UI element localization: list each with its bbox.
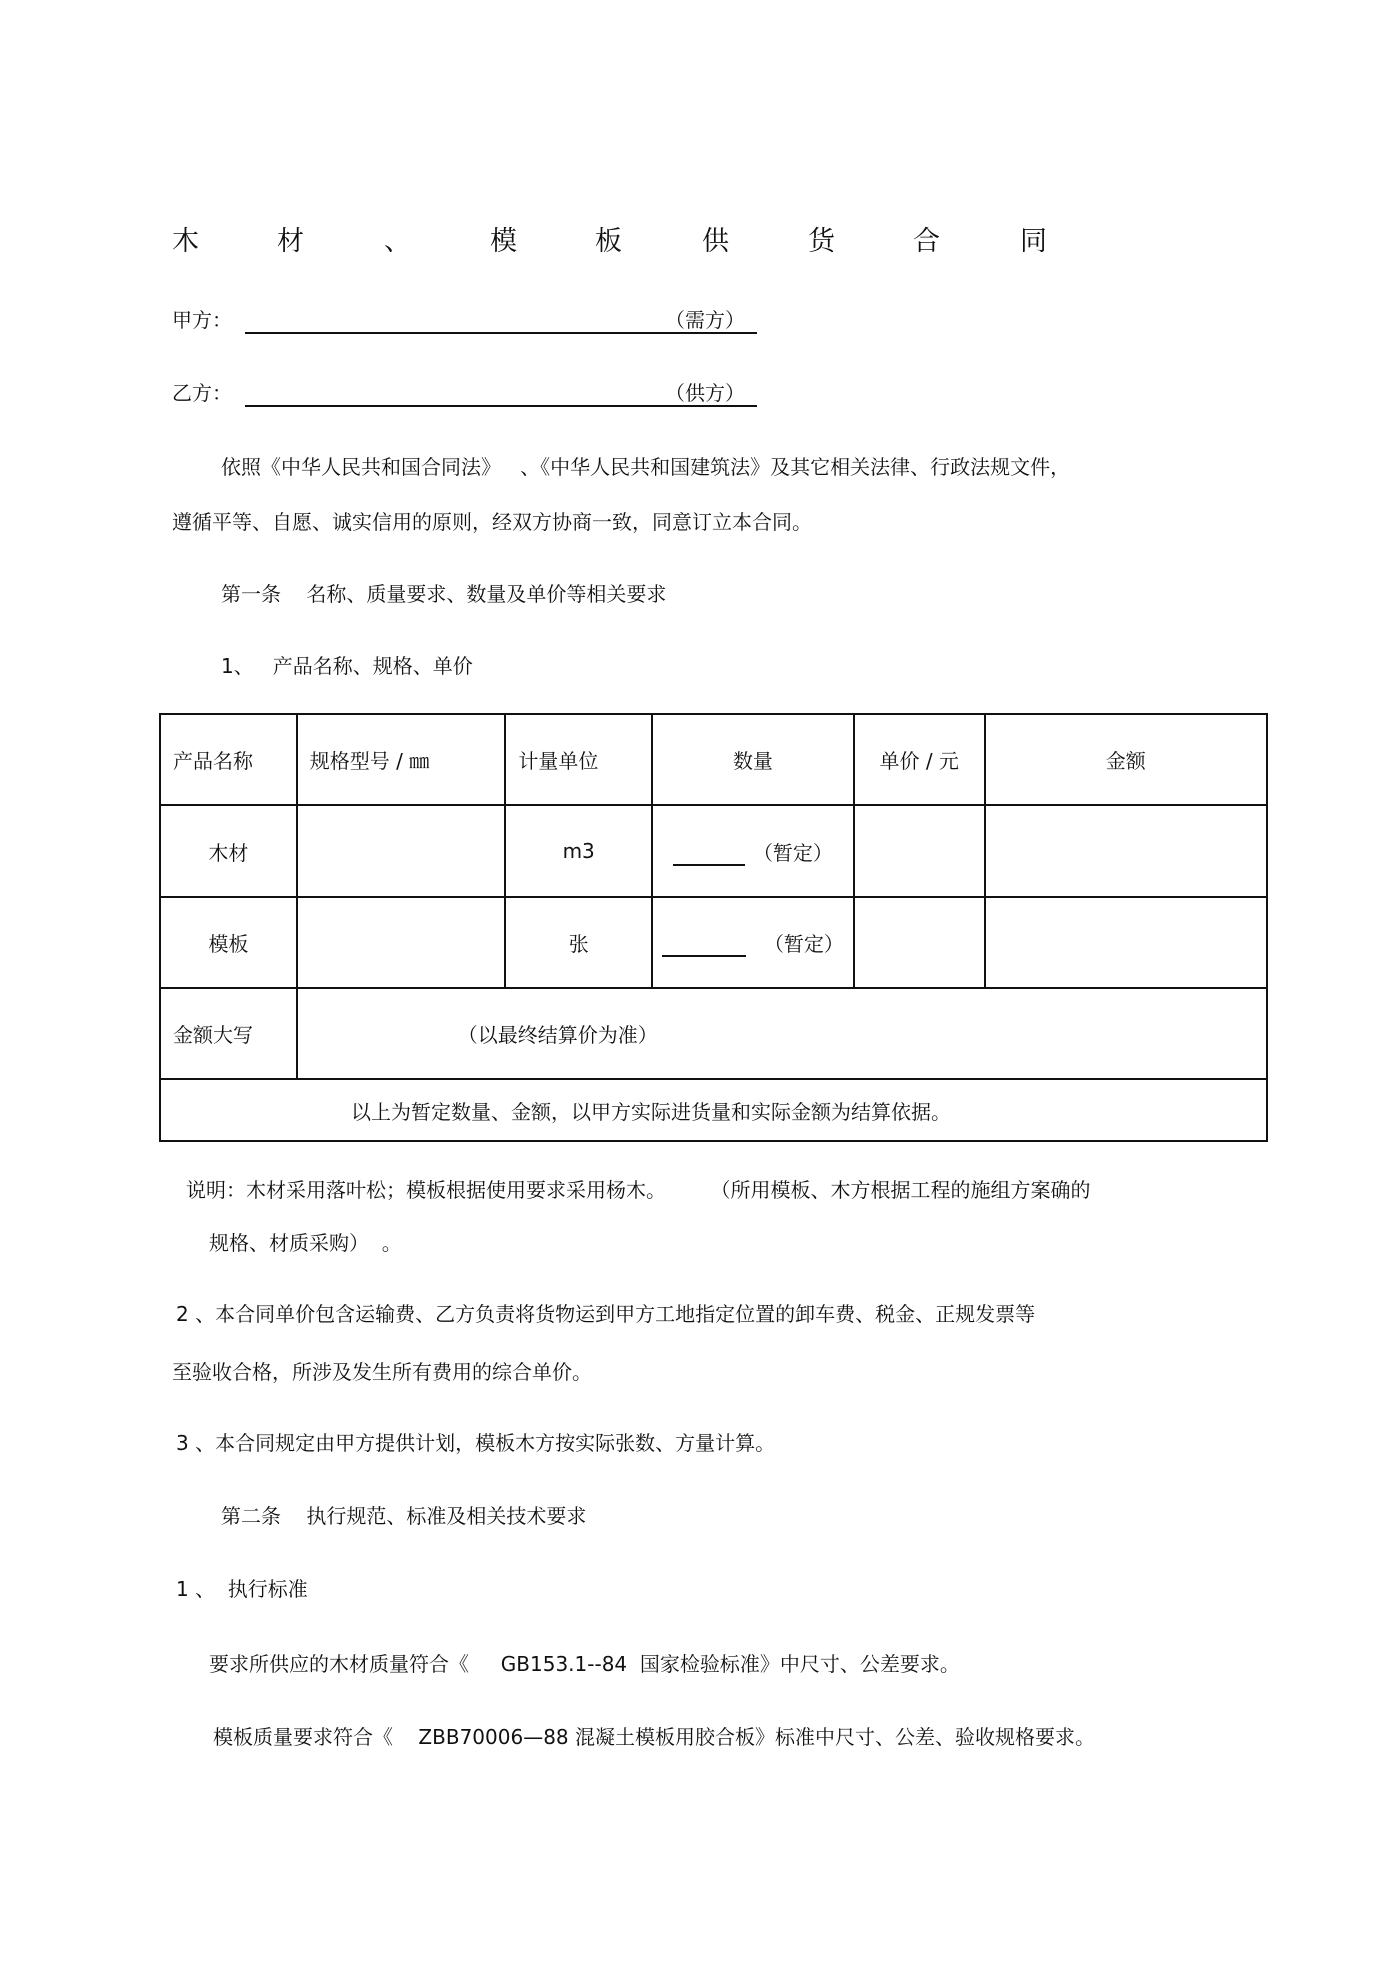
title-char: 板 [595, 226, 622, 257]
article-heading: 第二条 执行规范、标准及相关技术要求 [221, 1504, 587, 1528]
title-char: 同 [1020, 226, 1047, 257]
amount-cell [985, 897, 1267, 988]
goods-table [159, 713, 1268, 1142]
quantity-note: （暂定） [752, 840, 833, 865]
price-cell [854, 897, 985, 988]
quantity-cell [652, 897, 854, 988]
subsection-heading: 1、 产品名称、规格、单价 [221, 654, 473, 678]
title-char: 合 [913, 226, 940, 257]
party-b-role: （供方） [665, 381, 745, 405]
clause-3-line: 3 、本合同规定由甲方提供计划，模板木方按实际张数、方量计算。 [176, 1431, 776, 1455]
title-char: 货 [808, 226, 835, 257]
party-b-blank [245, 405, 757, 407]
party-a-label: 甲方： [172, 308, 232, 332]
price-cell [854, 805, 985, 897]
article-heading: 第一条 名称、质量要求、数量及单价等相关要求 [221, 582, 667, 606]
unit-cell: 张 [505, 897, 652, 988]
table-row [160, 805, 1267, 897]
spec-cell [297, 805, 506, 897]
product-name-cell: 木材 [160, 805, 297, 897]
title-char: 木 [172, 226, 199, 257]
standard-line: 要求所供应的木材质量符合《 GB153.1--84 国家检验标准》中尺寸、公差要求。 [209, 1652, 960, 1676]
table-footer-note: 以上为暂定数量、金额，以甲方实际进货量和实际金额为结算依据。 [160, 1079, 1267, 1141]
quantity-blank [673, 844, 745, 866]
quantity-cell [652, 805, 854, 897]
header-cell: 产品名称 [160, 714, 297, 805]
header-cell: 金额 [985, 714, 1267, 805]
title-char: 、 [384, 226, 411, 257]
party-b-label: 乙方： [172, 381, 232, 405]
amount-words-note: （以最终结算价为准） [297, 988, 1267, 1079]
table-footer-row [160, 1079, 1267, 1141]
explanation-line: 说明：木材采用落叶松；模板根据使用要求采用杨木。 （所用模板、木方根据工程的施组方案确的 [186, 1178, 1091, 1202]
explanation-line: 规格、材质采购） 。 [209, 1231, 402, 1255]
table-row [160, 897, 1267, 988]
header-cell: 规格型号 / ㎜ [297, 714, 506, 805]
quantity-note: （暂定） [763, 932, 844, 956]
amount-cell [985, 805, 1267, 897]
clause-2-line: 2 、本合同单价包含运输费、乙方负责将货物运到甲方工地指定位置的卸车费、税金、正规发票等 [176, 1302, 1036, 1326]
clause-2-line: 至验收合格，所涉及发生所有费用的综合单价。 [172, 1360, 592, 1384]
header-cell: 计量单位 [505, 714, 652, 805]
party-a-role: （需方） [665, 308, 745, 332]
subsection-heading: 1 、 执行标准 [176, 1577, 308, 1601]
party-a-blank [245, 332, 757, 334]
intro-line: 遵循平等、自愿、诚实信用的原则，经双方协商一致，同意订立本合同。 [172, 510, 812, 534]
title-char: 材 [277, 226, 304, 257]
amount-words-row [160, 988, 1267, 1079]
amount-words-label: 金额大写 [160, 988, 297, 1079]
title-char: 模 [490, 226, 517, 257]
header-cell: 数量 [652, 714, 854, 805]
unit-cell: m3 [505, 805, 652, 897]
header-cell: 单价 / 元 [854, 714, 985, 805]
table-header-row [160, 714, 1267, 805]
product-name-cell: 模板 [160, 897, 297, 988]
intro-line: 依照《中华人民共和国合同法》 、《中华人民共和国建筑法》及其它相关法律、行政法规文件， [221, 455, 1071, 479]
quantity-blank [662, 935, 746, 957]
title-char: 供 [702, 226, 729, 257]
spec-cell [297, 897, 506, 988]
standard-line: 模板质量要求符合《 ZBB70006—88 混凝土模板用胶合板》标准中尺寸、公差、验收规格要求。 [213, 1725, 1096, 1749]
